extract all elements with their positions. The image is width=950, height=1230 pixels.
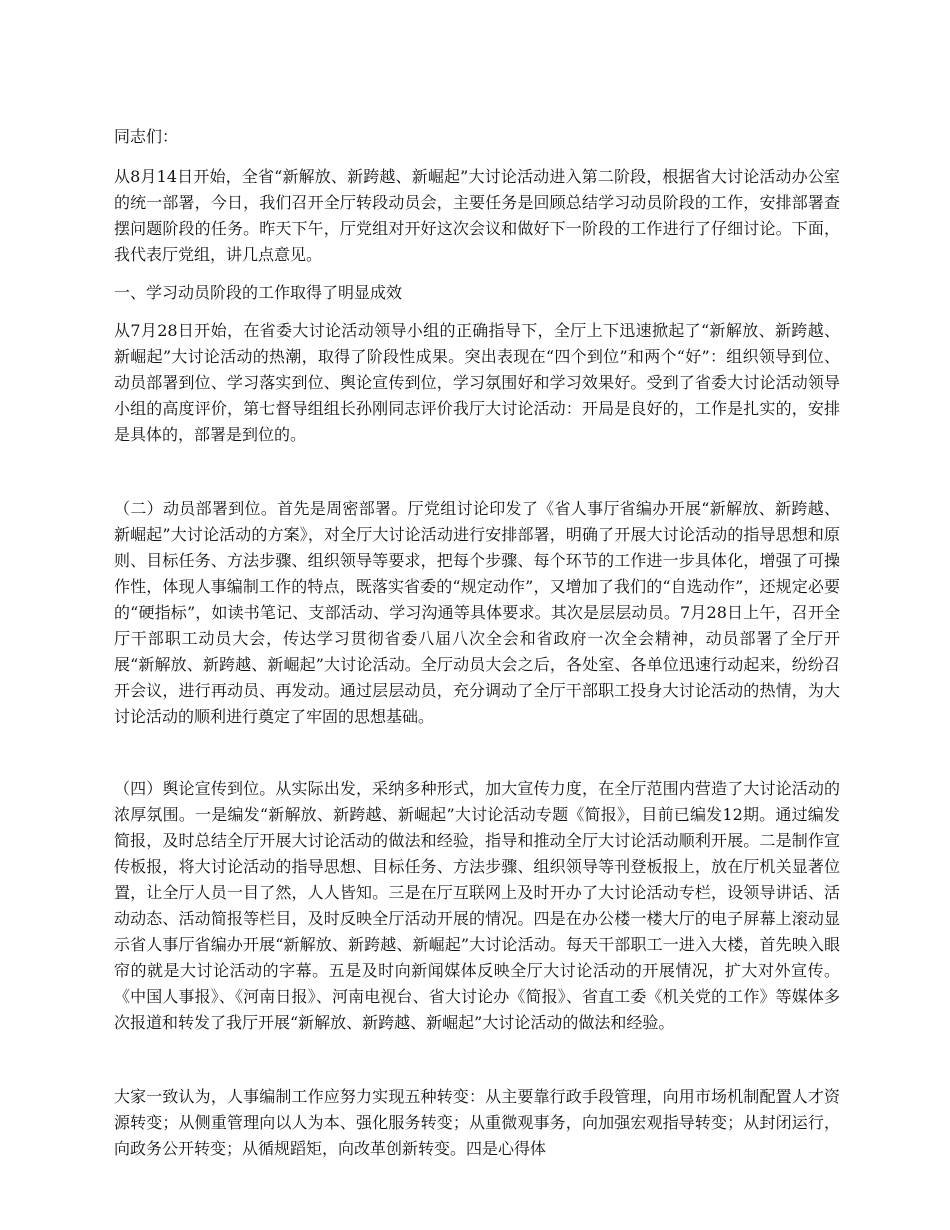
greeting: 同志们： <box>114 127 179 146</box>
intro-paragraph: 从8月14日开始，全省“新解放、新跨越、新崛起”大讨论活动进入第二阶段，根据省大讨论活动办公室的统一部署，今日，我们召开全厅转段动员会，主要任务是回顾总结学习动员阶段的工作，安排部署查摆问题阶段的任务。昨天下午，厅党组对开好这次会议和做好下一阶段的工作进行了仔细讨论。下面，我代表厅党组，讲几点意见。 <box>114 167 840 264</box>
document-body <box>114 118 840 1162</box>
section-heading-1: 一、学习动员阶段的工作取得了明显成效 <box>114 283 403 302</box>
conclusion-paragraph: 大家一致认为，人事编制工作应努力实现五种转变：从主要靠行政手段管理，向用市场机制配置人才资源转变；从侧重管理向以人为本、强化服务转变；从重微观事务，向加强宏观指导转变；从封闭运行，向政务公开转变；从循规蹈矩，向改革创新转变。四是心得体 <box>114 1087 840 1158</box>
section-2-paragraph: （二）动员部署到位。首先是周密部署。厅党组讨论印发了《省人事厅省编办开展“新解放、新跨越、新崛起”大讨论活动的方案》，对全厅大讨论活动进行安排部署，明确了开展大讨论活动的指导思想和原则、目标任务、方法步骤、组织领导等要求，把每个步骤、每个环节的工作进一步具体化，增强了可操作性，体现人事编制工作的特点，既落实省委的“规定动作”，又增加了我们的“自选动作”，还规定必要的“硬指标”，如读书笔记、支部活动、学习沟通等具体要求。其次是层层动员。7月28日上午，召开全厅干部职工动员大会，传达学习贯彻省委八届八次全会和省政府一次全会精神，动员部署了全厅开展“新解放、新跨越、新崛起”大讨论活动。全厅动员大会之后，各处室、各单位迅速行动起来，纷纷召开会议，进行再动员、再发动。通过层层动员，充分调动了全厅干部职工投身大讨论活动的热情，为大讨论活动的顺利进行奠定了牢固的思想基础。 <box>114 499 840 726</box>
section-1-paragraph: 从7月28日开始，在省委大讨论活动领导小组的正确指导下，全厅上下迅速掀起了“新解放、新跨越、新崛起”大讨论活动的热潮，取得了阶段性成果。突出表现在“四个到位”和两个“好”：组织领导到位、动员部署到位、学习落实到位、舆论宣传到位，学习氛围好和学习效果好。受到了省委大讨论活动领导小组的高度评价，第七督导组组长孙刚同志评价我厅大讨论活动：开局是良好的，工作是扎实的，安排是具体的，部署是到位的。 <box>114 321 840 444</box>
section-4-paragraph: （四）舆论宣传到位。从实际出发，采纳多种形式，加大宣传力度，在全厅范围内营造了大讨论活动的浓厚氛围。一是编发“新解放、新跨越、新崛起”大讨论活动专题《简报》，目前已编发12期。通过编发简报，及时总结全厅开展大讨论活动的做法和经验，指导和推动全厅大讨论活动顺利开展。二是制作宣传板报，将大讨论活动的指导思想、目标任务、方法步骤、组织领导等刊登板报上，放在厅机关显著位置，让全厅人员一目了然，人人皆知。三是在厅互联网上及时开办了大讨论活动专栏，设领导讲话、活动动态、活动简报等栏目，及时反映全厅活动开展的情况。四是在办公楼一楼大厅的电子屏幕上滚动显示省人事厅省编办开展“新解放、新跨越、新崛起”大讨论活动。每天干部职工一进入大楼，首先映入眼帘的就是大讨论活动的字幕。五是及时向新闻媒体反映全厅大讨论活动的开展情况，扩大对外宣传。《中国人事报》、《河南日报》、河南电视台、省大讨论办《简报》、省直工委《机关党的工作》等媒体多次报道和转发了我厅开展“新解放、新跨越、新崛起”大讨论活动的做法和经验。 <box>114 779 840 1032</box>
